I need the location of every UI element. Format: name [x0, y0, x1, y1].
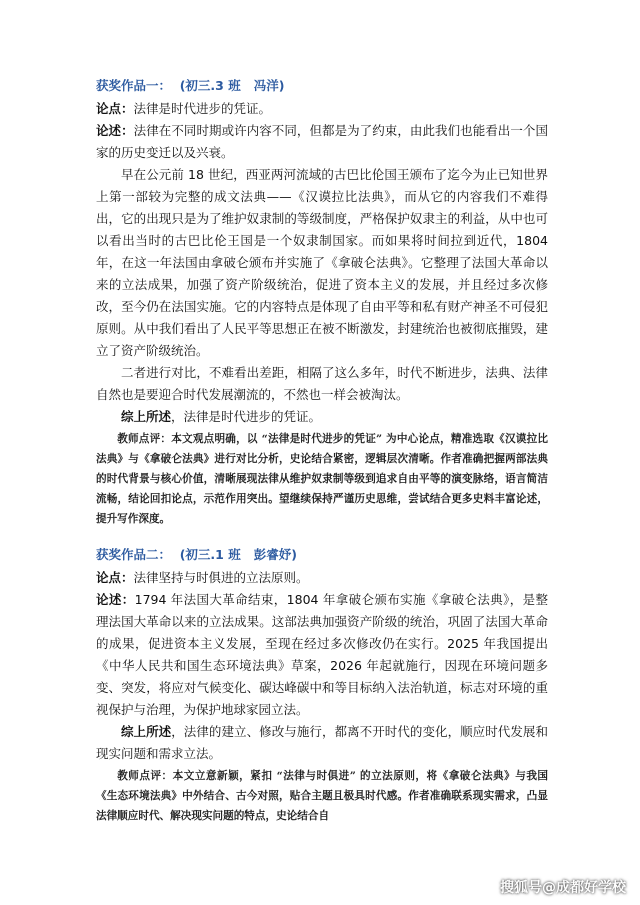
source-watermark: 搜狐号@成都好学校	[500, 880, 626, 896]
argument-label: 论述：	[96, 123, 134, 138]
summary	[96, 721, 548, 765]
thesis	[96, 567, 548, 589]
thesis-text: 法律是时代进步的凭证。	[133, 101, 272, 116]
argument-label: 论述：	[96, 592, 135, 607]
thesis-label: 论点：	[96, 101, 134, 116]
summary-label: 综上所述	[121, 409, 172, 424]
summary-text: ，法律是时代进步的凭证。	[171, 409, 322, 424]
entry-title: 获奖作品二： (初三.1 班 彭睿妤)	[96, 547, 297, 562]
thesis	[96, 98, 548, 120]
entry-title: 获奖作品一： (初三.3 班 冯洋)	[96, 78, 285, 93]
thesis-text: 法律坚持与时俱进的立法原则。	[133, 570, 309, 585]
argument-text: 1794 年法国大革命结束，1804 年拿破仑颁布实施《拿破仑法典》，是整理法国大革命以来的立法成果。这部法典加强资产阶级的统治，巩固了法国大革命的成果，促进资本主义发展，至现在经过多次修改仍在实行。2025 年我国提出《中华人民共和国生态环境法典》草案，2026 年起就施行，因现在环境问题多变、突发，将应对气候变化、碳达峰碳中和等目标纳入法治轨道，标志对环境的重视保护与治理，为保护地球家园立法。	[96, 592, 548, 717]
summary-text: ，法律的建立、修改与施行，都离不开时代的变化，顺应时代发展和现实问题和需求立法。	[96, 724, 548, 761]
entry-1	[96, 76, 548, 529]
summary-label: 综上所述	[121, 724, 172, 739]
paragraph: 早在公元前 18 世纪，西亚两河流域的古巴比伦国王颁布了迄今为止已知世界上第一部较为完整的成文法典——《汉谟拉比法典》，而从它的内容我们不难得出，它的出现只是为了维护奴隶制的等级制度，严格保护奴隶主的利益，从中也可以看出当时的古巴比伦王国是一个奴隶制国家。而如果将时间拉到近代，1804 年，在这一年法国由拿破仑颁布并实施了《拿破仑法典》。它整理了法国大革命以来的立法成果，加强了资产阶级统治，促进了资本主义的发展，并且经过多次修改，至今仍在法国实施。它的内容特点是体现了自由平等和私有财产神圣不可侵犯原则。从中我们看出了人民平等思想正在被不断激发，封建统治也被彻底摧毁，建立了资产阶级统治。	[96, 167, 548, 358]
document-page	[96, 76, 548, 826]
argument	[96, 120, 548, 164]
teacher-comment: 教师点评：本文立意新颖，紧扣 “法律与时俱进” 的立法原则，将《拿破仑法典》与我国《生态环境法典》中外结合、古今对照，贴合主题且极具时代感。作者准确联系现实需求，凸显法律顺应时代、解决现实问题的特点，史论结合自	[96, 770, 548, 822]
entry-2	[96, 545, 548, 826]
argument	[96, 589, 548, 721]
summary	[96, 406, 548, 428]
teacher-comment: 教师点评：本文观点明确，以 “法律是时代进步的凭证” 为中心论点，精准选取《汉谟拉比法典》与《拿破仑法典》进行对比分析，史论结合紧密，逻辑层次清晰。作者准确把握两部法典的时代背景与核心价值，清晰展现法律从维护奴隶制等级到追求自由平等的演变脉络，语言简洁流畅，结论回扣论点，示范作用突出。望继续保持严谨历史思维，尝试结合更多史料丰富论述，提升写作深度。	[96, 433, 548, 525]
argument-text: 法律在不同时期或许内容不同，但都是为了约束，由此我们也能看出一个国家的历史变迁以及兴衰。	[96, 123, 548, 160]
paragraph: 二者进行对比，不难看出差距，相隔了这么多年，时代不断进步，法典、法律自然也是要迎合时代发展潮流的，不然也一样会被淘汰。	[96, 365, 548, 402]
thesis-label: 论点：	[96, 570, 134, 585]
